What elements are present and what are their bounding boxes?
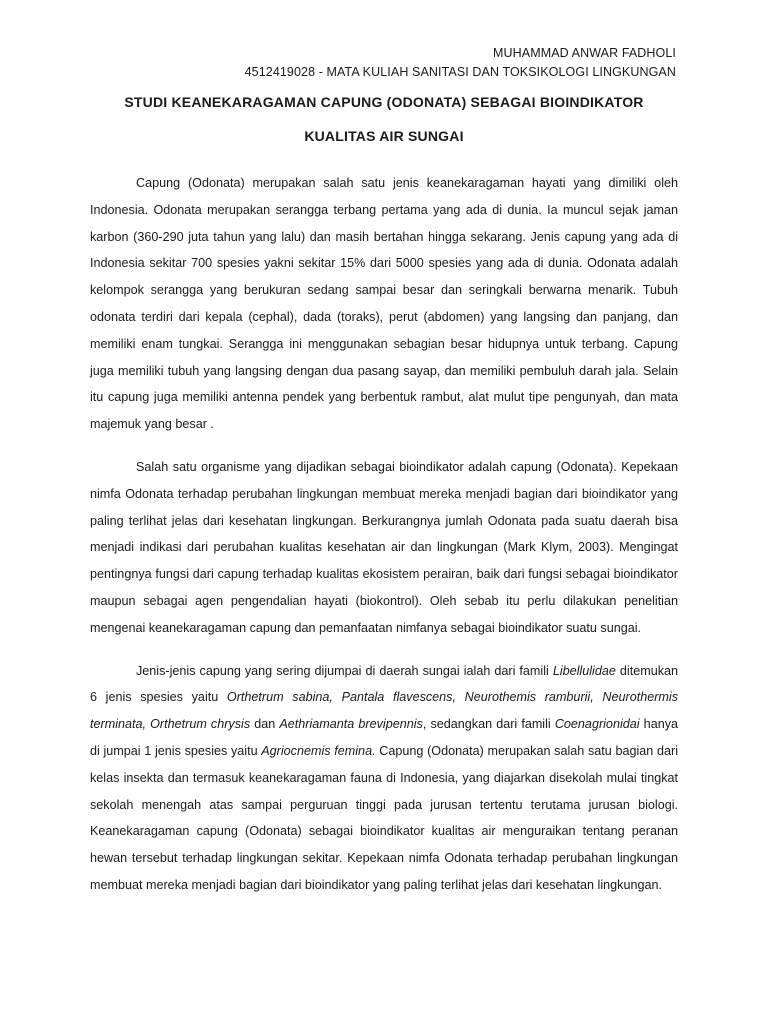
- paragraph-3-text: Jenis-jenis capung yang sering dijumpai di daerah sungai ialah dari famili: [136, 663, 553, 678]
- species-name: Aethriamanta brevipennis: [279, 717, 423, 732]
- paragraph-1: Capung (Odonata) merupakan salah satu jenis keanekaragaman hayati yang dimiliki oleh Indonesia. Odonata merupakan serangga terbang pertama yang ada di dunia. Ia muncul sejak jaman karbon (360-290 juta tahun yang lalu) dan masih bertahan hingga sekarang. Jenis capung yang ada di Indonesia sekitar 700 spesies yakni sekitar 15% dari 5000 spesies yang ada di dunia. Odonata adalah kelompok serangga yang berukuran sedang sampai besar dan seringkali berwarna menarik. Tubuh odonata terdiri dari kepala (cephal), dada (toraks), perut (abdomen) yang langsing dan panjang, dan memiliki enam tungkai. Serangga ini menggunakan sebagian besar hidupnya untuk terbang. Capung juga memiliki tubuh yang langsing dengan dua pasang sayap, dan memiliki pembuluh darah jala. Selain itu capung juga memiliki antenna pendek yang berbentuk rambut, alat mulut tipe pengunyah, dan mata majemuk yang besar .: [90, 176, 678, 432]
- paragraph-3-text: Capung (Odonata) merupakan salah satu bagian dari kelas insekta dan termasuk keanekaragaman fauna di Indonesia, yang diajarkan disekolah mulai tingkat sekolah menengah atas sampai perguruan tinggi pada jurusan tertentu terutama jurusan biologi. Keanekaragaman capung (Odonata) sebagai bioindikator kualitas air menguraikan tentang peranan hewan tersebut terhadap lingkungan sekitar. Kepekaan nimfa Odonata terhadap perubahan lingkungan membuat mereka menjadi bagian dari bioindikator yang paling terlihat jelas dari kesehatan lingkungan.: [90, 743, 678, 892]
- document-title-line-2: KUALITAS AIR SUNGAI: [304, 128, 464, 144]
- paragraph-2: Salah satu organisme yang dijadikan sebagai bioindikator adalah capung (Odonata). Kepekaan nimfa Odonata terhadap perubahan lingkungan membuat mereka menjadi bagian dari bioindikator yang paling terlihat jelas dari kesehatan lingkungan. Berkurangnya jumlah Odonata pada suatu daerah bisa menjadi indikasi dari perubahan kualitas kesehatan air dan lingkungan (Mark Klym, 2003). Mengingat pentingnya fungsi dari capung terhadap kualitas ekosistem perairan, baik dari fungsi sebagai bioindikator maupun sebagai agen pengendalian hayati (biokontrol). Oleh sebab itu perlu dilakukan penelitian mengenai keanekaragaman capung dan pemanfaatan nimfanya sebagai bioindikator suatu sungai.: [90, 459, 678, 635]
- species-name: Neurothermis terminata,: [90, 690, 679, 732]
- document-title-line-1: STUDI KEANEKARAGAMAN CAPUNG (ODONATA) SEBAGAI BIOINDIKATOR: [124, 94, 644, 110]
- family-name-libellulidae: Libellulidae: [552, 663, 616, 678]
- species-name: Orthetrum sabina,: [226, 690, 333, 705]
- document-body: [90, 170, 678, 899]
- paragraph-3-text: ditemukan 6 jenis spesies yaitu: [90, 663, 678, 705]
- species-name: Orthetrum chrysis: [150, 717, 251, 732]
- document-header: [245, 44, 676, 82]
- paragraph-3-text: , sedangkan dari famili: [422, 717, 555, 732]
- paragraph-3-text: [456, 690, 465, 704]
- species-name: Neurothemis ramburii,: [464, 690, 594, 705]
- species-name: Agriocnemis femina.: [261, 743, 376, 758]
- family-name-coenagrionidai: Coenagrionidai: [554, 717, 640, 732]
- course-info: 4512419028 - MATA KULIAH SANITASI DAN TOKSIKOLOGI LINGKUNGAN: [244, 65, 676, 79]
- paragraph-3: [90, 658, 678, 899]
- paragraph-3-text: [333, 690, 342, 704]
- author-name: MUHAMMAD ANWAR FADHOLI: [493, 46, 676, 60]
- paragraph-3-text: dan: [250, 717, 280, 732]
- paragraph-3-text: hanya di jumpai 1 jenis spesies yaitu: [90, 717, 678, 758]
- species-name: Pantala flavescens,: [341, 690, 456, 705]
